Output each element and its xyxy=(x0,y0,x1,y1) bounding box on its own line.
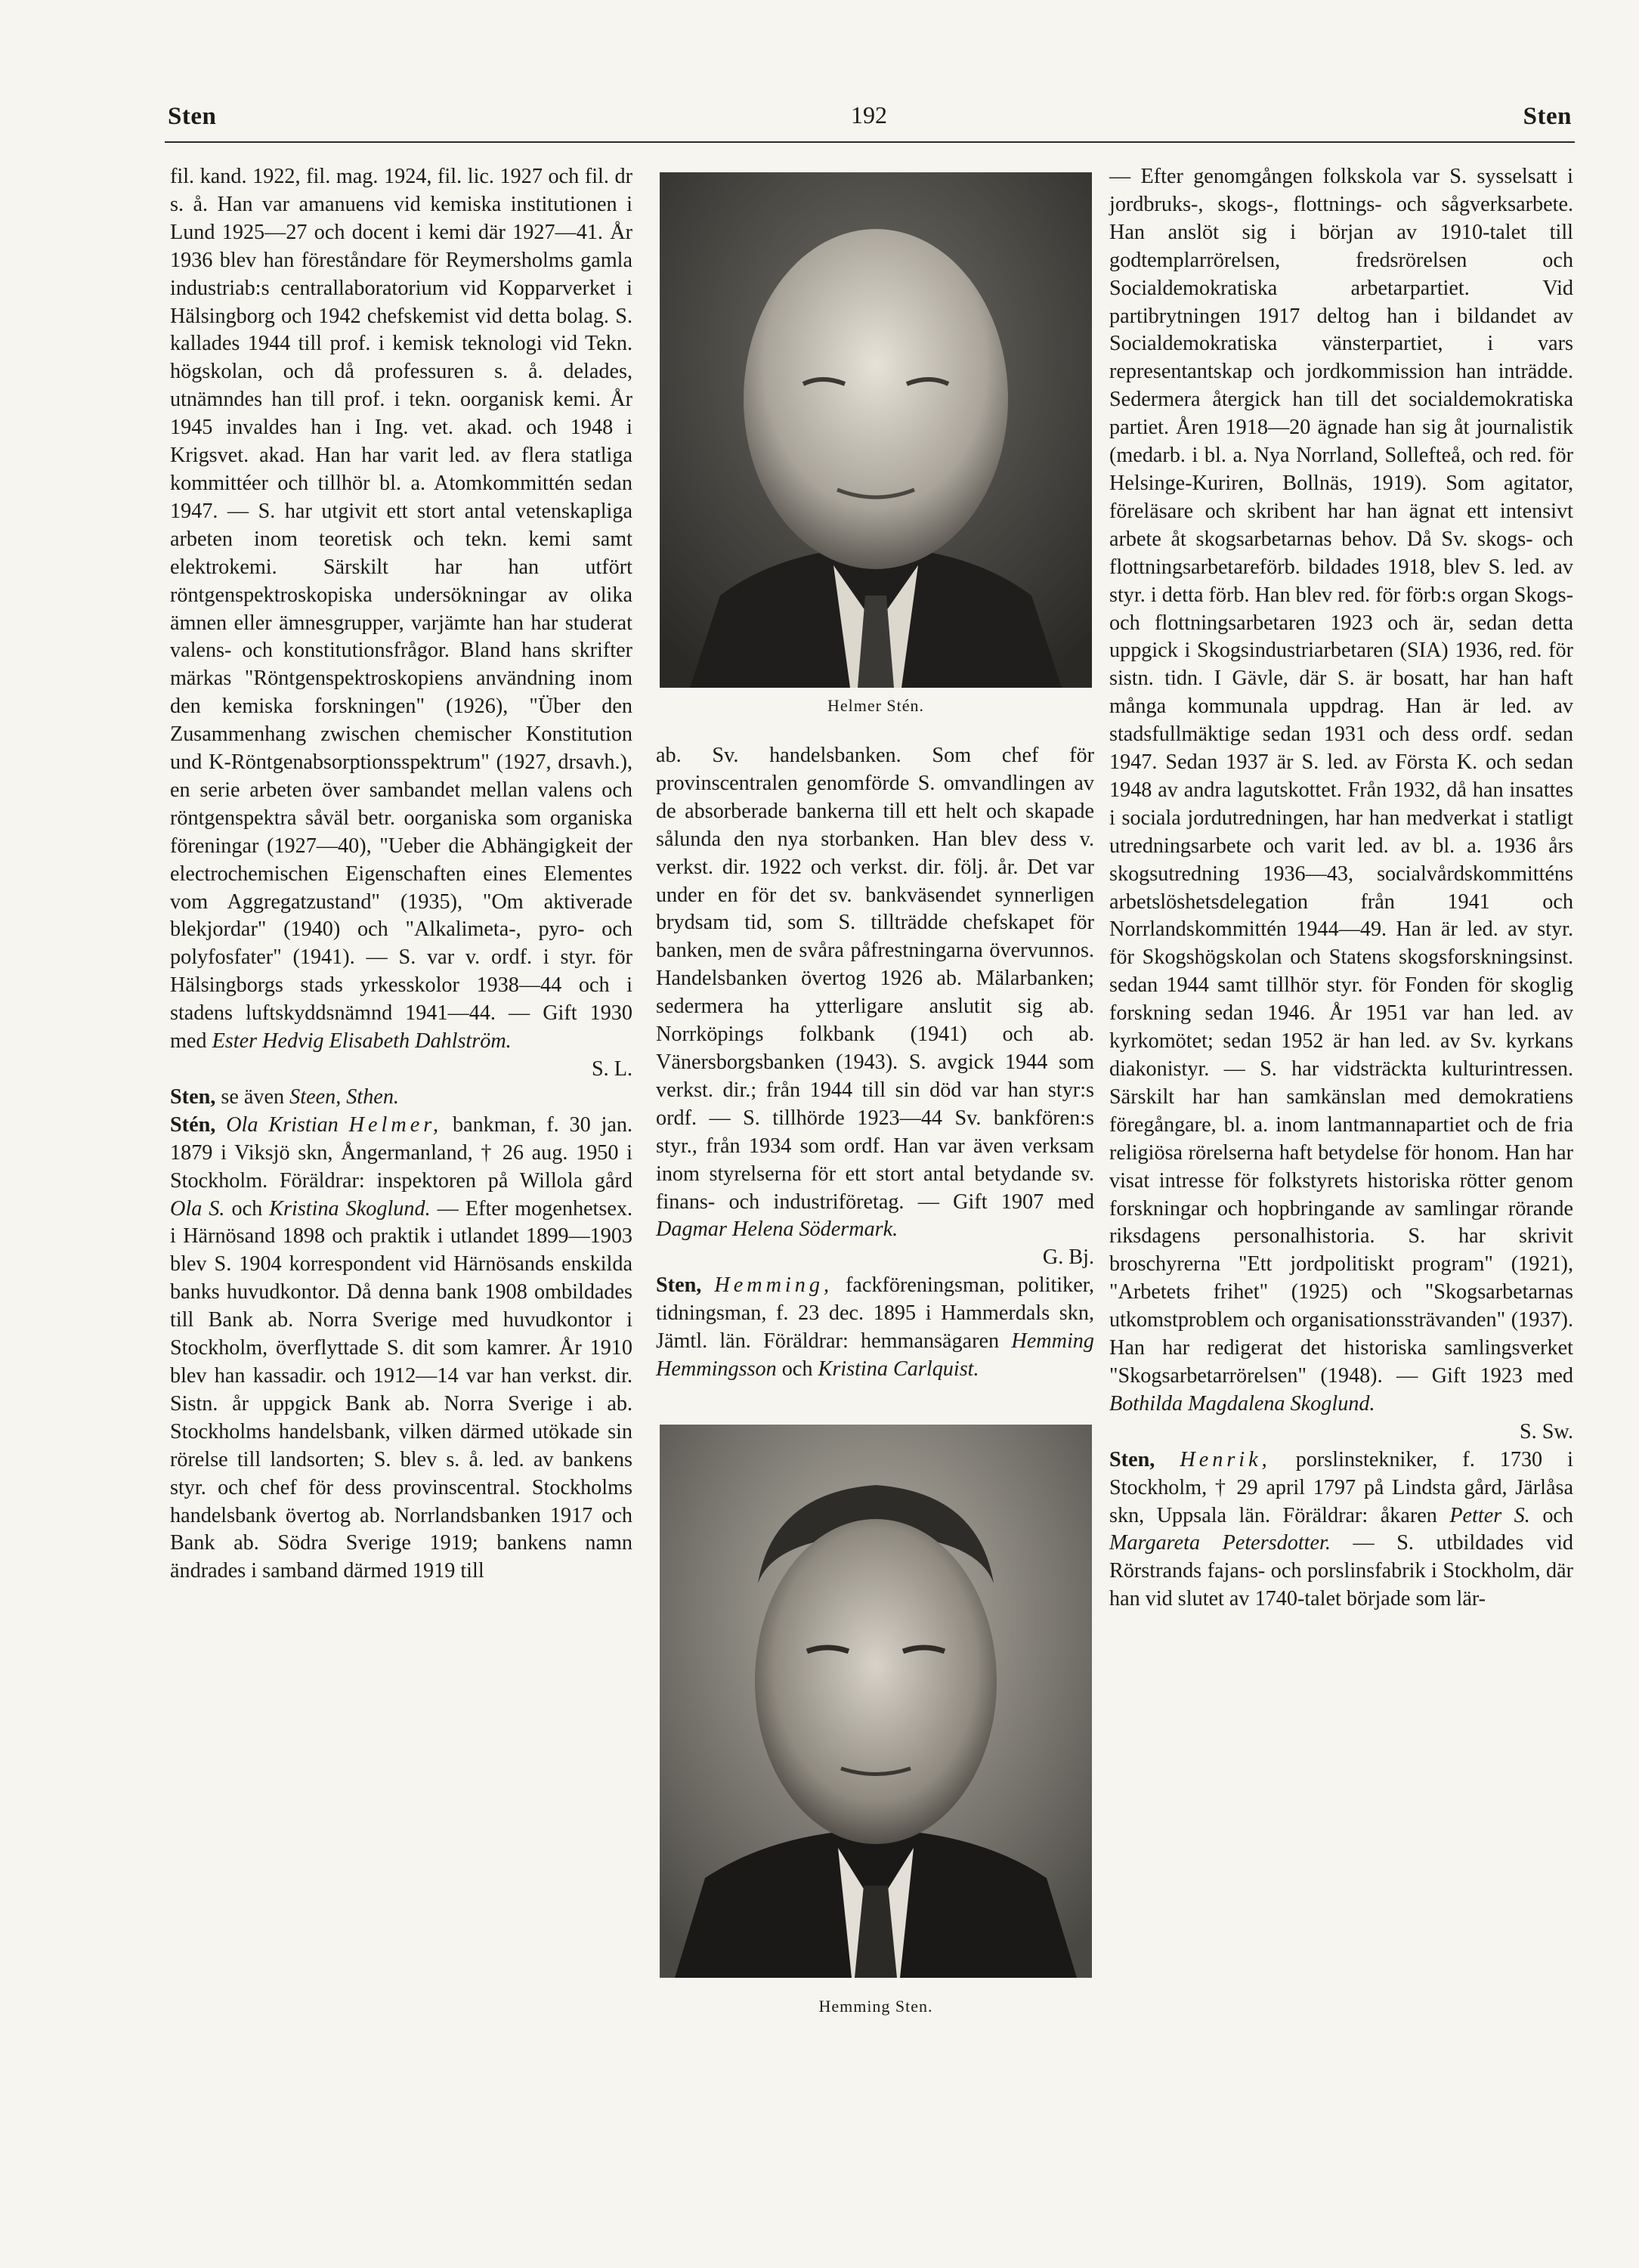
entry-continuation xyxy=(170,163,632,1084)
column-middle xyxy=(656,742,1094,1384)
entry-continuation xyxy=(1109,163,1573,1447)
parent-name: Kristina Carlquist. xyxy=(818,1357,979,1381)
spouse-name: Dagmar Helena Södermark. xyxy=(656,1218,898,1242)
spouse-name: Bothilda Magdalena Skoglund. xyxy=(1109,1391,1375,1416)
paragraph-text: porslinstekniker, f. 1730 i Stockholm, † 29 april 1797 på Lindsta gård, Järlåsa skn, Uppsala län. Föräldrar: åkaren xyxy=(1109,1447,1574,1527)
paragraph-text: bankman, f. 30 jan. 1879 i Viksjö skn, Ångermanland, † 26 aug. 1950 i Stockholm. Föräldrar: inspektoren på Willola gård xyxy=(170,1112,633,1193)
see-also-refs: Steen, Sthen. xyxy=(289,1084,399,1109)
author-signature: G. Bj. xyxy=(1042,1245,1094,1270)
portrait-image xyxy=(660,172,1092,688)
parent-name: Petter S. xyxy=(1449,1503,1530,1527)
headword: Sten, xyxy=(656,1273,702,1298)
parent-name: Kristina Skoglund. xyxy=(269,1196,431,1221)
paragraph-text: — S. utbildades vid Rörstrands fajans- och porslinsfabrik i Stockholm, där han vid slutet av 1740-talet började som lär- xyxy=(1109,1531,1573,1611)
entry-henrik-sten xyxy=(1109,1447,1573,1614)
given-names: Ola Kristian xyxy=(226,1112,339,1137)
running-head xyxy=(166,97,1572,142)
paragraph-text: ab. Sv. handelsbanken. Som chef för provinscentralen genomförde S. omvandlingen av de absorberade bankerna till ett helt och skapade sålunda den nya storbanken. Han blev dess v. verkst. dir. 1922 och verkst. dir. följ. år. Det var under en för det sv. bankväsendet synnerligen brydsam tid, som S. tillträdde chefskapet för banken, men de svåra påfrestningarna övervunnos. Handelsbanken övertog 1926 ab. Mälarbanken; sedermera ha ytterligare anslutit sig ab. Norrköpings folkbank (1941) och ab. Vänersborgsbanken (1943). S. avgick 1944 som verkst. dir.; från 1944 till sin död var han styr:s ordf. — S. tillhörde 1923—44 Sv. bankfören:s styr., från 1934 som ordf. Han var även verksam inom styrelserna för ett stort antal betydande sv. finans- och industriföretag. — Gift 1907 med xyxy=(656,744,1094,1214)
page-number: 192 xyxy=(851,101,887,128)
paragraph-text: — Efter mogenhetsex. i Härnösand 1898 och praktik i utlandet 1899—1903 blev S. 1904 korrespondent vid Härnösands enskilda banks huvudkontor. Då denna bank 1908 ombildades till Bank ab. Norra Sverige med huvudkontor i Stockholm, överflyttade S. dit som kamrer. År 1910 blev han kassadir. och 1912—14 var han verkst. dir. Sistn. år uppgick Bank ab. Norra Sverige i ab. Stockholms handelsbank, vilken därmed utökade sin rörelse till landsorten; S. blev s. å. led. av bankens styr. och chef för dess provinscentral. Stockholms handelsbank övertog ab. Norrlandsbanken 1917 och Bank ab. Södra Sverige 1919; bankens namn ändrades i samband därmed 1919 till xyxy=(170,1196,633,1583)
column-right xyxy=(1109,163,1573,1614)
parent-name: Hemming Hemmingsson xyxy=(656,1329,1094,1381)
photo-caption-helmer: Helmer Stén. xyxy=(827,696,925,715)
parent-name: Ola S. xyxy=(170,1196,225,1221)
spaced-name: Hemming, xyxy=(714,1273,833,1298)
portrait-image xyxy=(660,1425,1092,1978)
portrait-photo-helmer xyxy=(660,172,1092,688)
column-left xyxy=(170,163,632,1586)
running-head-left: Sten xyxy=(168,103,217,130)
conjunction: och xyxy=(1542,1503,1574,1527)
see-also-text: se även xyxy=(221,1084,285,1109)
header-rule xyxy=(165,141,1575,143)
author-signature: S. L. xyxy=(591,1057,632,1081)
entry-helmer-sten xyxy=(170,1112,632,1586)
paragraph-text: — Efter genomgången folkskola var S. sysselsatt i jordbruks-, skogs-, flottnings- och sågverksarbete. Han anslöt sig i början av 1910-talet till godtemplarrörelsen, fredsrörelsen och Socialdemokratiska arbetarpartiet. Vid partibrytningen 1917 deltog han i bildandet av Socialdemokratiska vänsterpartiet, i vars representantskap och jordkommission han inträdde. Sedermera återgick han till det socialdemokratiska partiet. Åren 1918—20 ägnade han sig åt journalistik (medarb. i bl. a. Nya Norrland, Sollefteå, och red. för Helsinge-Kuriren, Bollnäs, 1919). Som agitator, föreläsare och skribent har han ägnat ett intensivt arbete åt skogsarbetarnas behov. Då Sv. skogs- och flottningsarbetareförb. bildades 1918, blev S. led. av styr. i detta förb. Han blev red. för förb:s organ Skogs- och flottningsarbetaren 1923 och är, sedan detta uppgick i Skogsindustriarbetaren (SIA) 1936, red. för sistn. tidn. I Gävle, där S. är bosatt, har han haft många kommunala uppdrag. Han är led. av stadsfullmäktige sedan 1931 och dess ordf. sedan 1947. Sedan 1937 är S. led. av Första K. och sedan 1948 av andra lagutskottet. Från 1932, då han insattes i sociala jordutredningen, har han medverkat i statligt utredningsarbete och varit led. av bl. a. 1936 års skogsutredning 1936—43, socialvårdskommitténs arbetslöshetsdelegation från 1941 och Norrlandskommittén 1944—49. Han är led. av styr. för Skogshögskolan och Statens skogsforskningsinst. sedan 1944 samt tillhör styr. för Fonden för skoglig forskning sedan 1946. År 1951 var han led. av kyrkomötet; sedan 1952 är han led. av Sv. kyrkans diakonistyr. — S. har vidsträckta kulturintressen. Särskilt har han samkänslan med demokratiens föregångare, bl. a. inom lantmannapartiet och de fria religiösa rörelserna haft betydelse för honom. Han har visat intresse för folkstyrets historiska rötter genom forskningar och hopbringande av samlingar rörande riksdagens personalhistoria. S. har skrivit broschyrerna "Ett jordpolitiskt program" (1921), "Arbetets frihet" (1925) och "Skogsarbetarnas utkomstproblem och organisationssträvanden" (1937). Han har redigerat det historiska samlingsverket "Skogsarbetarrörelsen" (1948). — Gift 1923 med xyxy=(1109,165,1573,1388)
spaced-name: Helmer, xyxy=(348,1112,443,1137)
conjunction: och xyxy=(781,1357,813,1381)
paragraph-text: fil. kand. 1922, fil. mag. 1924, fil. lic. 1927 och fil. dr s. å. Han var amanuens vid kemiska institutionen i Lund 1925—27 och docent i kemi där 1927—41. År 1936 blev han föreståndare för Reymersholms gamla industriab:s centrallaboratorium vid Kopparverket i Hälsingborg och 1942 chefskemist vid detta bolag. S. kallades 1944 till prof. i kemisk teknologi vid Tekn. högskolan, och då professuren s. å. delades, utnämndes han till prof. i tekn. oorganisk kemi. År 1945 invaldes han i Ing. vet. akad. och 1948 i Krigsvet. akad. Han har varit led. av flera statliga kommittéer och tillhör bl. a. Atomkommittén sedan 1947. — S. har utgivit ett stort antal vetenskapliga arbeten inom teoretisk och tekn. kemi samt elektrokemi. Särskilt har han utfört röntgenspektroskopiska undersökningar av olika ämnen eller ämnesgrupper, varjämte han har studerat valens- och konstitutionsfrågor. Bland hans skrifter märkas "Röntgenspektroskopiens användning inom den kemiska forskningen" (1926), "Über den Zusammenhang zwischen chemischer Konstitution und K-Röntgenabsorptionsspektrum" (1927, drsavh.), en serie arbeten över sambandet mellan valens och röntgenspektra såväl betr. oorganiska som organiska föreningar (1927—40), "Ueber die Abhängigkeit der electrochemischen Eigenschaften eines Elementes vom Aggregatzustand" (1935), "Om aktiverade blekjordar" (1940) och "Alkalimeta-, pyro- och polyfosfater" (1941). — S. var v. ordf. i styr. för Hälsingborgs stads yrkesskolor 1938—44 och i stadens luftskyddsnämnd 1941—44. — Gift 1930 med xyxy=(170,165,632,1054)
running-head-right: Sten xyxy=(1523,103,1572,130)
entry-hemming-sten xyxy=(656,1272,1094,1384)
entry-continuation xyxy=(656,742,1094,1272)
author-signature: S. Sw. xyxy=(1519,1419,1573,1443)
portrait-photo-hemming xyxy=(660,1425,1092,1978)
photo-caption-hemming: Hemming Sten. xyxy=(818,1997,933,2016)
spouse-name: Ester Hedvig Elisabeth Dahlström. xyxy=(212,1029,512,1054)
headword: Stén, xyxy=(170,1112,216,1137)
paragraph-text: fackföreningsman, politiker, tidningsman, f. 23 dec. 1895 i Hammerdals skn, Jämtl. län. Föräldrar: hemmansägaren xyxy=(656,1273,1095,1354)
cross-reference-entry xyxy=(170,1084,632,1112)
conjunction: och xyxy=(231,1196,263,1221)
parent-name: Margareta Petersdotter. xyxy=(1109,1531,1331,1555)
spaced-name: Henrik, xyxy=(1180,1447,1271,1471)
headword: Sten, xyxy=(1109,1447,1155,1471)
headword: Sten, xyxy=(170,1084,216,1109)
